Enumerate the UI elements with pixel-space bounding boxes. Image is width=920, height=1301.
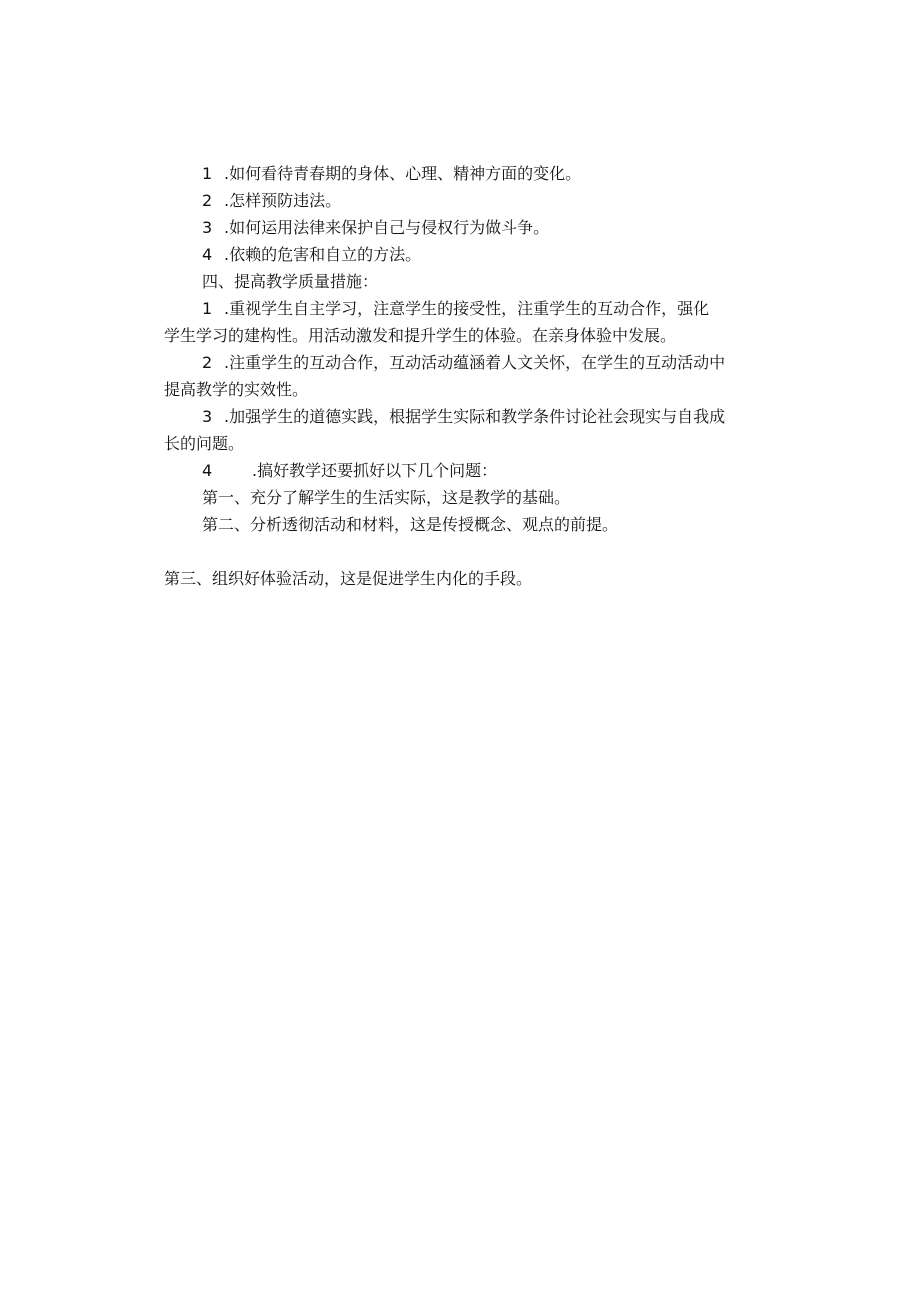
item-text: .怎样预防违法。 xyxy=(224,191,342,210)
item-number: 2 xyxy=(202,191,213,210)
list-item xyxy=(164,214,754,241)
measure-item xyxy=(164,295,754,322)
item-number: 3 xyxy=(202,218,213,237)
document-body xyxy=(164,160,754,592)
measure-continuation: 长的问题。 xyxy=(164,434,245,453)
item-number: 3 xyxy=(202,407,213,426)
point-item: 第二、分析透彻活动和材料，这是传授概念、观点的前提。 xyxy=(202,515,619,534)
item-number: 1 xyxy=(202,299,213,318)
measure-item xyxy=(164,403,754,430)
item-text: .注重学生的互动合作，互动活动蕴涵着人文关怀，在学生的互动活动中 xyxy=(224,353,726,372)
list-item xyxy=(164,241,754,268)
measure-continuation: 提高教学的实效性。 xyxy=(164,380,309,399)
item-number: 4 xyxy=(202,245,213,264)
section-heading: 四、提高教学质量措施： xyxy=(202,272,379,291)
item-number: 2 xyxy=(202,353,213,372)
measure-continuation: 学生学习的建构性。用活动激发和提升学生的体验。在亲身体验中发展。 xyxy=(164,326,677,345)
measure-item xyxy=(164,349,754,376)
point-item: 第一、充分了解学生的生活实际，这是教学的基础。 xyxy=(202,488,571,507)
item-number: 1 xyxy=(202,164,213,183)
item-text: .重视学生自主学习，注意学生的接受性，注重学生的互动合作，强化 xyxy=(224,299,710,318)
list-item xyxy=(164,187,754,214)
list-item xyxy=(164,160,754,187)
item-number: 4 xyxy=(202,461,213,480)
item-text: .搞好教学还要抓好以下几个问题： xyxy=(252,461,498,480)
item-text: .加强学生的道德实践，根据学生实际和教学条件讨论社会现实与自我成 xyxy=(224,407,726,426)
item-text: .如何运用法律来保护自己与侵权行为做斗争。 xyxy=(224,218,550,237)
item-text: .如何看待青春期的身体、心理、精神方面的变化。 xyxy=(224,164,582,183)
point-item-last: 第三、组织好体验活动，这是促进学生内化的手段。 xyxy=(164,569,533,588)
measure-item xyxy=(164,457,754,484)
item-text: .依赖的危害和自立的方法。 xyxy=(224,245,422,264)
